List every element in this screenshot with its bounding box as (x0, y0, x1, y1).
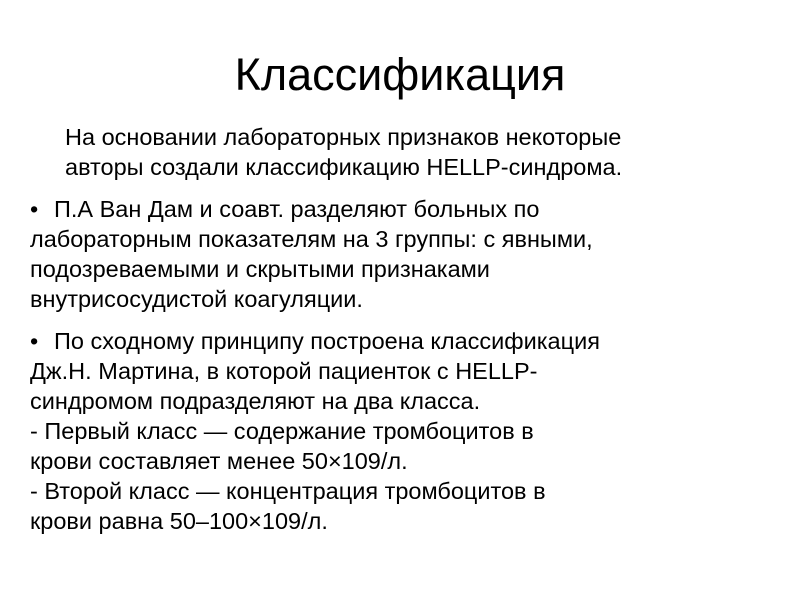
bullet-line: синдромом подразделяют на два класса. (30, 388, 481, 414)
class-two-line: - Второй класс — концентрация тромбоцитов в (30, 478, 546, 504)
intro-line: На основании лабораторных признаков некоторые (65, 124, 622, 150)
bullet-dot: • (30, 328, 39, 354)
class-one-line: - Первый класс — содержание тромбоцитов в (30, 418, 534, 444)
slide-body (30, 122, 790, 548)
bullet-item-martin (30, 326, 790, 536)
intro-paragraph (30, 122, 790, 182)
slide-title: Классификация (234, 49, 566, 100)
class-two-line: крови равна 50–100×109/л. (30, 508, 328, 534)
bullet-line (30, 194, 790, 224)
bullet-line: лабораторным показателям на 3 группы: с явными, (30, 226, 593, 252)
bullet-text: П.А Ван Дам и соавт. разделяют больных по (54, 196, 540, 222)
bullet-line: подозреваемыми и скрытыми признаками (30, 256, 490, 282)
class-one-line: крови составляет менее 50×109/л. (30, 448, 408, 474)
bullet-text: По сходному принципу построена классификация (54, 328, 600, 354)
bullet-line: внутрисосудистой коагуляции. (30, 286, 363, 312)
bullet-dot: • (30, 196, 39, 222)
bullet-line: Дж.Н. Мартина, в которой пациенток с HELLP- (30, 358, 538, 384)
bullet-line (30, 326, 790, 356)
intro-line: авторы создали классификацию HELLP-синдрома. (65, 154, 623, 180)
bullet-item-van-dam (30, 194, 790, 314)
